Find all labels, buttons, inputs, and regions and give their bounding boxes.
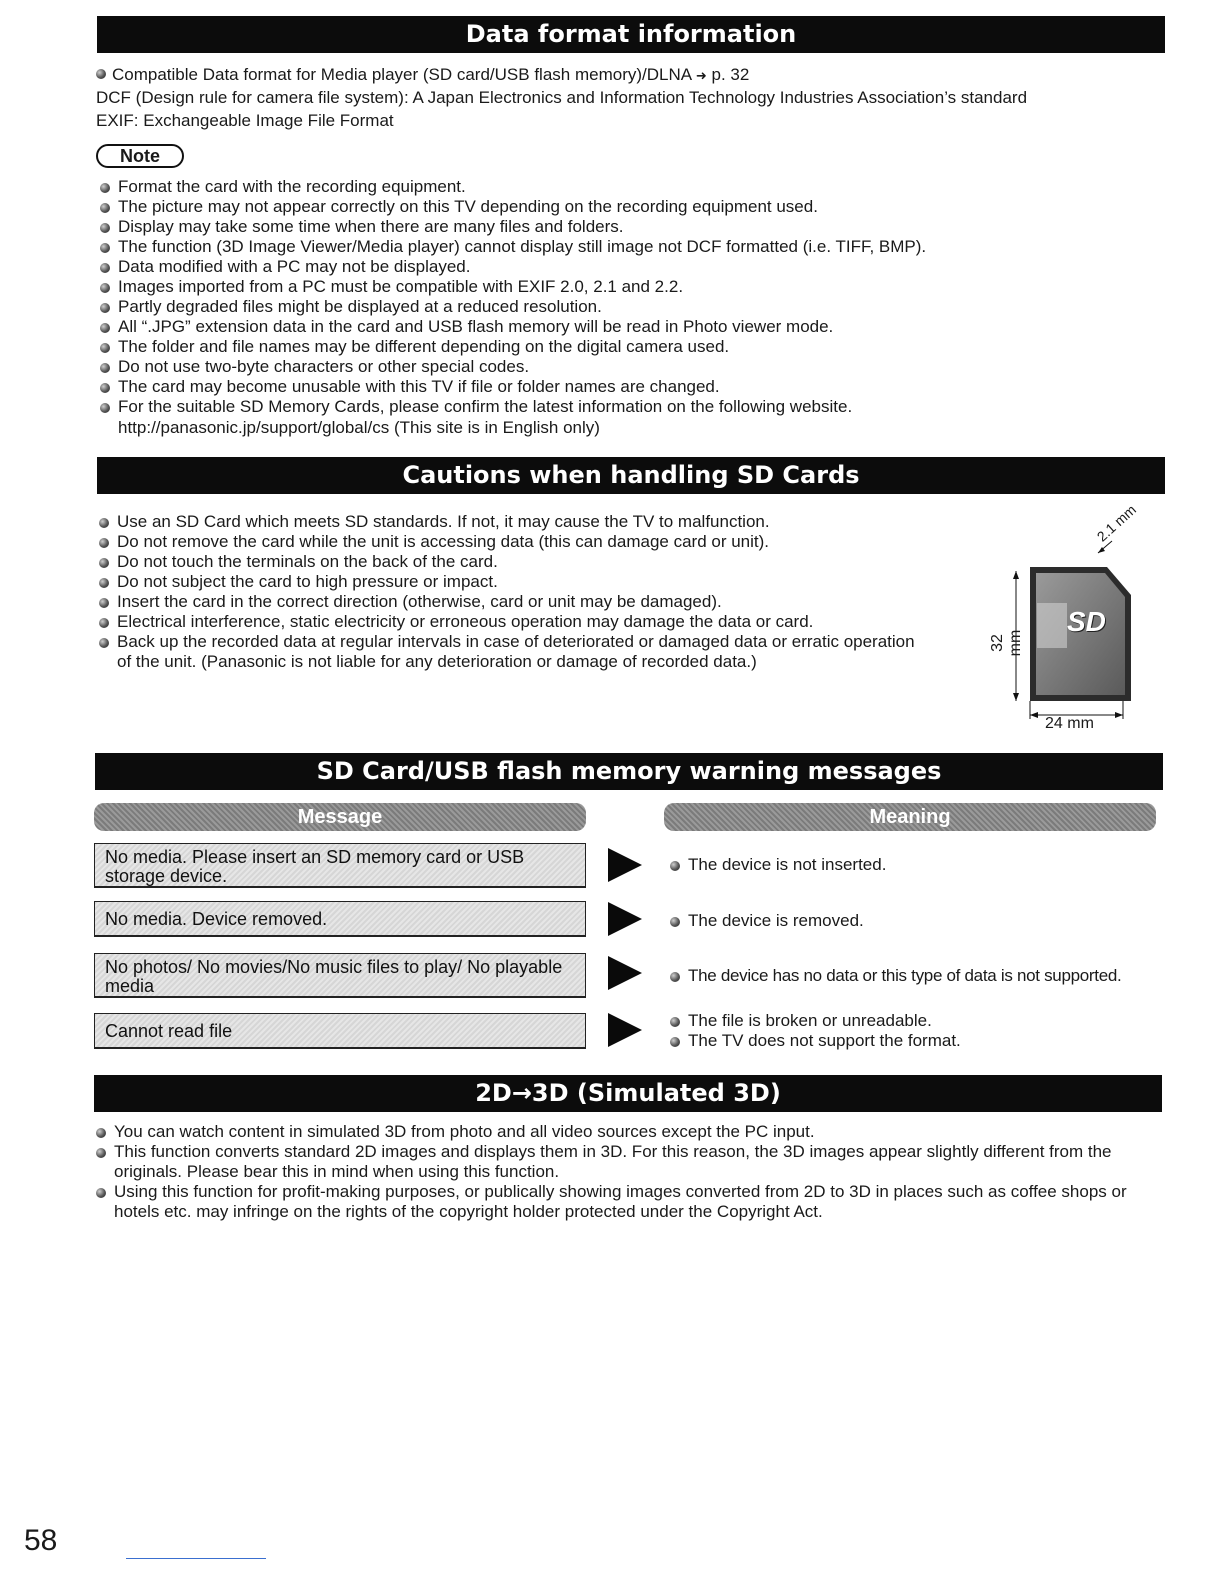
card-thickness-label: 2.1 mm [1093,501,1140,545]
dcf-definition: DCF (Design rule for camera file system): A Japan Electronics and Information Technology Industries Association’s standard [96,88,1028,107]
sd-card-diagram [985,501,1145,735]
exif-definition: EXIF: Exchangeable Image File Format [96,111,394,130]
arrow-right-icon [608,848,642,882]
warning-message-box: No media. Device removed. [94,901,586,937]
section-header-cautions: Cautions when handling SD Cards [97,457,1165,494]
simulated-3d-list [94,1122,1164,1222]
page-reference: p. 32 [711,65,750,84]
note-item: Display may take some time when there are many files and folders. [98,217,1158,237]
note-item: For the suitable SD Memory Cards, please confirm the latest information on the following website. [98,397,1158,417]
data-format-info [96,65,1166,131]
arrow-right-icon [608,1013,642,1047]
caution-item: Insert the card in the correct direction (otherwise, card or unit may be damaged). [97,592,917,612]
simulated-3d-item: This function converts standard 2D images and displays them in 3D. For this reason, the 3D images appear slightly different from the originals. Please bear this in mind when using this function. [94,1142,1164,1182]
warning-meaning: The device is not inserted. [668,855,886,875]
caution-item: Back up the recorded data at regular intervals in case of deteriorated or damaged data or erratic operation of the unit. (Panasonic is not liable for any deterioration or damage of recorded data.) [97,632,917,672]
page-number: 58 [24,1524,58,1557]
compatible-format-line: Compatible Data format for Media player (SD card/USB flash memory)/DLNA ➜ p. 32 [96,65,1166,86]
note-item: The picture may not appear correctly on this TV depending on the recording equipment used. [98,197,1158,217]
warning-meaning: The device has no data or this type of data is not supported. [668,966,1121,986]
caution-list [97,512,917,672]
support-url-line: http://panasonic.jp/support/global/cs (This site is in English only) [118,418,600,437]
note-item: The card may become unusable with this TV if file or folder names are changed. [98,377,1158,397]
note-list [98,177,1158,417]
section-header-data-format: Data format information [97,16,1165,53]
caution-item: Do not subject the card to high pressure or impact. [97,572,917,592]
note-label: Note [96,144,184,168]
arrow-right-icon [608,902,642,936]
caution-item: Electrical interference, static electricity or erroneous operation may damage the data or card. [97,612,917,632]
warning-message-box: Cannot read file [94,1013,586,1049]
note-item: The folder and file names may be different depending on the digital camera used. [98,337,1158,357]
bullet-icon [96,69,106,79]
simulated-3d-item: Using this function for profit-making purposes, or publically showing images converted from 2D to 3D in places such as coffee shops or hotels etc. may infringe on the rights of the copyright holder protected under the Copyright Act. [94,1182,1164,1222]
caution-item: Do not remove the card while the unit is accessing data (this can damage card or unit). [97,532,917,552]
sd-logo: SD [1067,606,1106,637]
warning-message-box: No photos/ No movies/No music files to play/ No playable media [94,953,586,998]
simulated-3d-item: You can watch content in simulated 3D from photo and all video sources except the PC input. [94,1122,1164,1142]
warning-meaning: The file is broken or unreadable. The TV does not support the format. [668,1011,961,1051]
arrow-reference-icon: ➜ [695,68,707,83]
footer-rule [126,1558,266,1559]
note-item: Format the card with the recording equipment. [98,177,1158,197]
meaning-column-header: Meaning [664,803,1156,831]
note-item: Partly degraded files might be displayed at a reduced resolution. [98,297,1158,317]
note-item: All “.JPG” extension data in the card and USB flash memory will be read in Photo viewer mode. [98,317,1158,337]
caution-item: Use an SD Card which meets SD standards. If not, it may cause the TV to malfunction. [97,512,917,532]
section-header-simulated-3d: 2D→3D (Simulated 3D) [94,1075,1162,1112]
sd-card-illustration [985,505,1145,735]
warning-meaning: The device is removed. [668,911,864,931]
note-item: Images imported from a PC must be compatible with EXIF 2.0, 2.1 and 2.2. [98,277,1158,297]
caution-item: Do not touch the terminals on the back of the card. [97,552,917,572]
warning-message-box: No media. Please insert an SD memory card or USB storage device. [94,843,586,888]
section-header-warnings: SD Card/USB flash memory warning messages [95,753,1163,790]
note-item: Data modified with a PC may not be displayed. [98,257,1158,277]
note-item: The function (3D Image Viewer/Media player) cannot display still image not DCF formatted (i.e. TIFF, BMP). [98,237,1158,257]
note-item: Do not use two-byte characters or other special codes. [98,357,1158,377]
card-height-label: 32 mm [989,629,1024,657]
arrow-right-icon [608,956,642,990]
card-width-label: 24 mm [1045,715,1094,732]
message-column-header: Message [94,803,586,831]
